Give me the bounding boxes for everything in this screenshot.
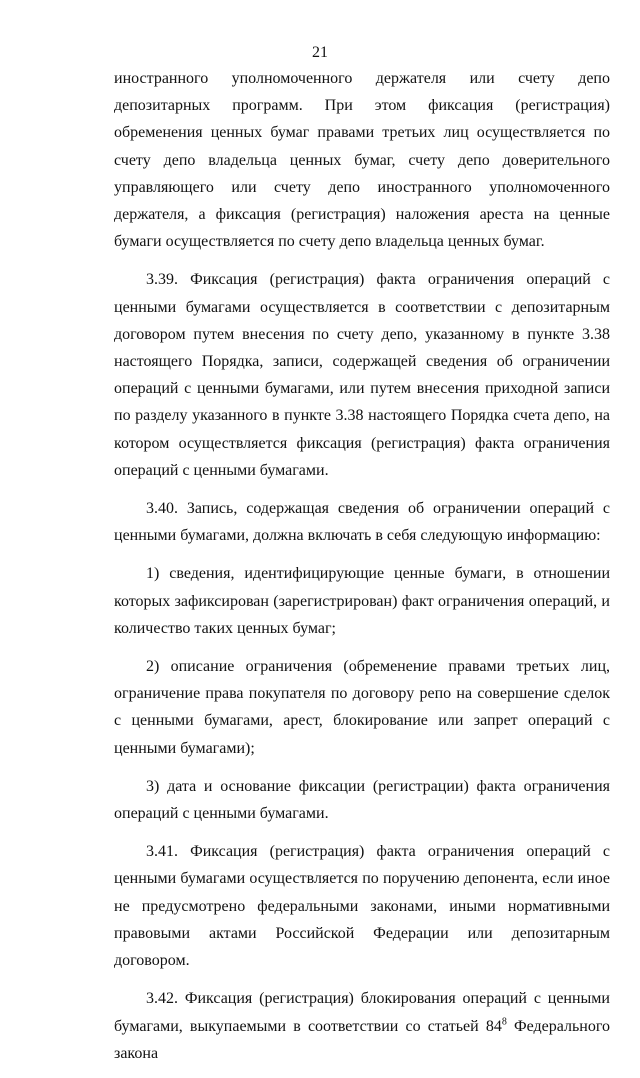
paragraph-continuation: иностранного уполномоченного держателя или счету депо депозитарных программ. При этом фиксация (регистрация) обременения ценных бумаг правами третьих лиц осуществляется по счету депо владельца ценных бумаг, счету депо доверительного управляющего или счету депо иностранного уполномоченного держателя, а фиксация (регистрация) наложения ареста на ценные бумаги осуществляется по счету депо владельца ценных бумаг. (114, 70, 610, 251)
list-item-2: 2) описание ограничения (обременение правами третьих лиц, ограничение права покупателя по договору репо на совершение сделок с ценными бумагами, арест, блокирование или запрет операций с ценными бумагами); (114, 658, 610, 757)
superscript-article-index: 8 (501, 1016, 507, 1028)
paragraph-3-42-text: 3.42. Фиксация (регистрация) блокирования операций с ценными бумагами, выкупаемыми в соответствии со статьей 84 (114, 990, 610, 1035)
page-number: 21 (312, 44, 328, 61)
paragraph-3-42 (114, 985, 610, 1067)
paragraph-3-41: 3.41. Фиксация (регистрация) факта ограничения операций с ценными бумагами осуществляется по поручению депонента, если иное не предусмотрено федеральными законами, иными нормативными правовыми актами Российской Федерации или депозитарным договором. (114, 843, 610, 970)
list-item-1: 1) сведения, идентифицирующие ценные бумаги, в отношении которых зафиксирован (зарегистрирован) факт ограничения операций, и количество таких ценных бумаг; (114, 565, 610, 637)
paragraph-3-39: 3.39. Фиксация (регистрация) факта ограничения операций с ценными бумагами осуществляется в соответствии с депозитарным договором путем внесения по счету депо, указанному в пункте 3.38 настоящего Порядка, записи, содержащей сведения об ограничении операций с ценными бумагами, или путем внесения приходной записи по разделу указанного в пункте 3.38 настоящего Порядка счета депо, на котором осуществляется фиксация (регистрация) факта ограничения операций с ценными бумагами. (114, 271, 610, 479)
document-body (114, 65, 610, 1078)
list-item-3: 3) дата и основание фиксации (регистрации) факта ограничения операций с ценными бумагами. (114, 777, 610, 823)
paragraph-3-40: 3.40. Запись, содержащая сведения об ограничении операций с ценными бумагами, должна включать в себя следующую информацию: (114, 500, 610, 545)
paragraph-3-42-tail: Федерального закона (114, 1017, 610, 1062)
